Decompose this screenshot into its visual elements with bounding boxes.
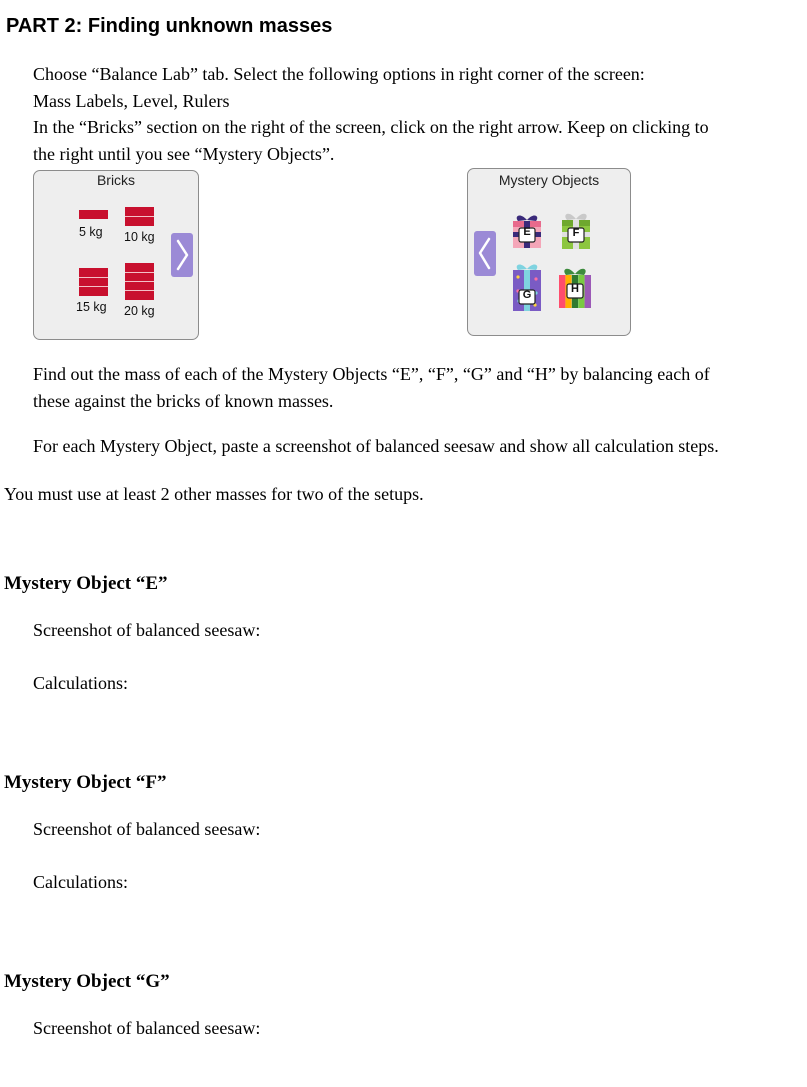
page-title: PART 2: Finding unknown masses bbox=[6, 15, 333, 37]
mystery-object-g[interactable] bbox=[510, 261, 544, 318]
instructions-line-4: You must use at least 2 other masses for two of the setups. bbox=[4, 484, 424, 504]
section-f-screenshot-label: Screenshot of balanced seesaw: bbox=[33, 819, 261, 839]
mystery-object-e[interactable] bbox=[510, 212, 544, 255]
brick-5kg[interactable] bbox=[79, 210, 108, 219]
mystery-panel-title: Mystery Objects bbox=[498, 172, 600, 188]
brick-5kg-label: 5 kg bbox=[79, 225, 103, 239]
brick-20kg-label: 20 kg bbox=[124, 304, 155, 318]
intro-line-2: Mass Labels, Level, Rulers bbox=[33, 90, 230, 111]
next-arrow-button[interactable] bbox=[171, 233, 193, 277]
mystery-object-h-letter: H bbox=[571, 283, 579, 295]
section-g-screenshot-label: Screenshot of balanced seesaw: bbox=[33, 1018, 261, 1038]
mystery-object-e-letter: E bbox=[523, 226, 531, 238]
mystery-object-h[interactable] bbox=[556, 264, 594, 315]
chevron-right-icon bbox=[171, 233, 193, 277]
mystery-object-g-letter: G bbox=[522, 289, 532, 301]
instructions-line-1: Find out the mass of each of the Mystery Objects “E”, “F”, “G” and “H” by balancing each of bbox=[33, 364, 710, 384]
bricks-panel bbox=[33, 170, 199, 340]
section-f-title: Mystery Object “F” bbox=[4, 772, 167, 793]
intro-line-1: Choose “Balance Lab” tab. Select the following options in right corner of the screen: bbox=[33, 64, 645, 84]
intro-line-3: In the “Bricks” section on the right of the screen, click on the right arrow. Keep on clicking to bbox=[33, 117, 709, 137]
section-e-screenshot-label: Screenshot of balanced seesaw: bbox=[33, 620, 261, 640]
section-e-title: Mystery Object “E” bbox=[4, 573, 168, 594]
instructions-paragraph bbox=[33, 361, 710, 414]
mystery-object-f-letter: F bbox=[572, 227, 580, 239]
chevron-left-icon bbox=[474, 231, 496, 276]
intro-paragraph bbox=[33, 61, 709, 167]
instructions-line-2: these against the bricks of known masses. bbox=[33, 390, 334, 411]
mystery-objects-panel bbox=[467, 168, 631, 336]
section-g-title: Mystery Object “G” bbox=[4, 971, 170, 992]
gift-box-g-icon bbox=[510, 261, 544, 313]
mystery-object-f[interactable] bbox=[559, 209, 593, 256]
prev-arrow-button[interactable] bbox=[474, 231, 496, 276]
instructions-line-3: For each Mystery Object, paste a screenshot of balanced seesaw and show all calculation steps. bbox=[33, 436, 719, 456]
brick-15kg[interactable] bbox=[79, 268, 108, 296]
section-f-calculations-label: Calculations: bbox=[33, 872, 128, 892]
brick-10kg[interactable] bbox=[125, 207, 154, 226]
bricks-panel-title: Bricks bbox=[96, 172, 136, 188]
brick-10kg-label: 10 kg bbox=[124, 230, 155, 244]
brick-15kg-label: 15 kg bbox=[76, 300, 107, 314]
intro-line-4: the right until you see “Mystery Objects”. bbox=[33, 143, 335, 164]
brick-20kg[interactable] bbox=[125, 263, 154, 300]
section-e-calculations-label: Calculations: bbox=[33, 673, 128, 693]
